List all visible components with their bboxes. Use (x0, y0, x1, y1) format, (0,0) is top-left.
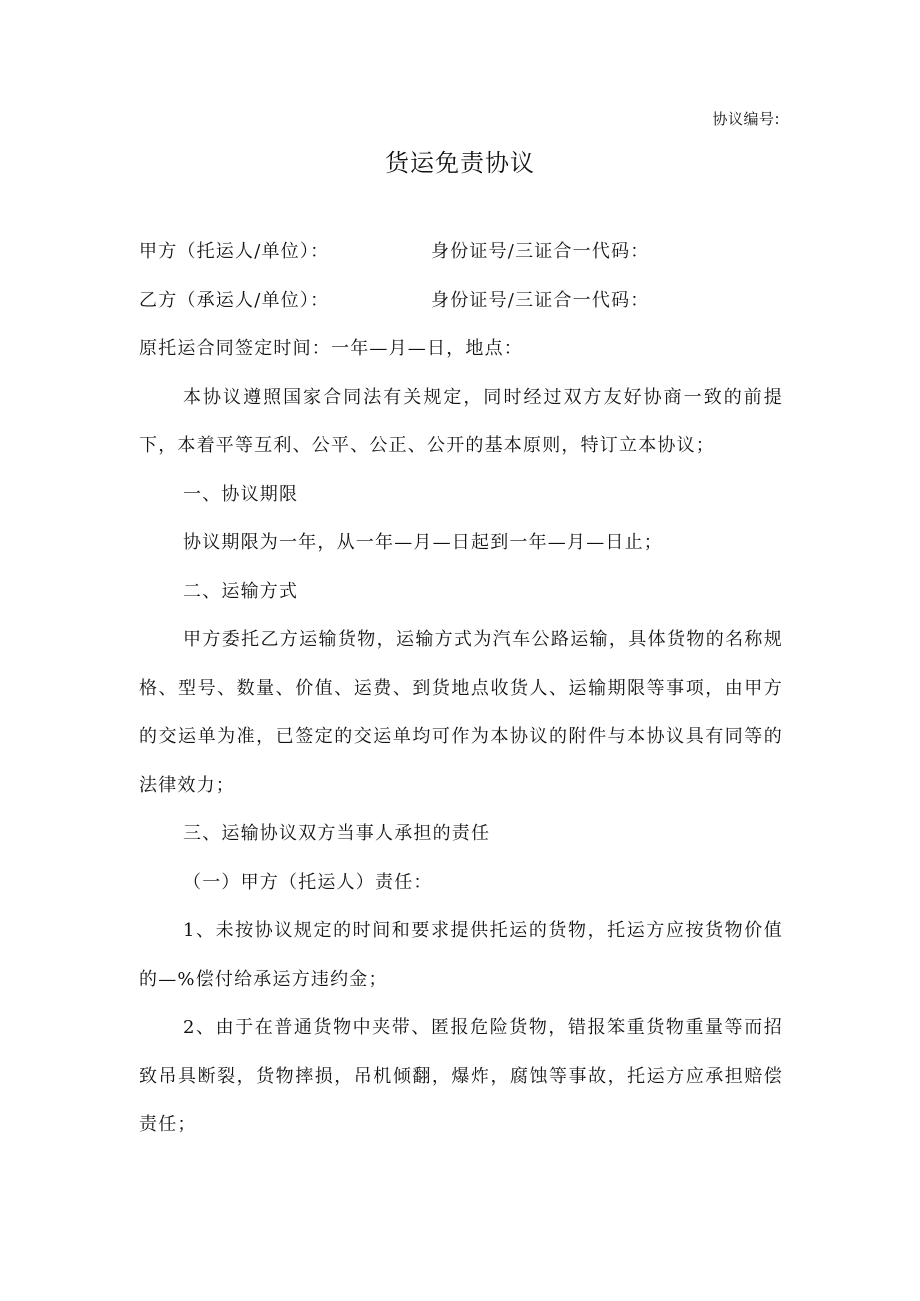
party-b-label: 乙方（承运人/单位）： (139, 289, 330, 311)
subsection1-heading: （一）甲方（托运人）责任： (183, 871, 433, 893)
party-b-id-label: 身份证号/三证合一代码： (431, 289, 650, 311)
document-title: 货运免责协议 (385, 149, 535, 177)
party-a-id-label: 身份证号/三证合一代码： (431, 241, 650, 262)
preamble-paragraph (139, 374, 783, 471)
section2-paragraph (139, 616, 783, 810)
item2-paragraph (139, 1004, 783, 1150)
section2-heading: 二、运输方式 (183, 580, 299, 602)
section2-text: 甲方委托乙方运输货物，运输方式为汽车公路运输，具体货物的名称规格、型号、数量、价值、运费、到货地点收货人、运输期限等事项，由甲方的交运单为准，已签定的交运单均可作为本协议的附件与本协议具有同等的法律效力； (139, 629, 783, 796)
item1-paragraph (139, 907, 783, 1004)
item1-text: 1、未按协议规定的时间和要求提供托运的货物，托运方应按货物价值的—%偿付给承运方违约金； (139, 920, 783, 990)
party-a-label: 甲方（托运人/单位）： (139, 241, 330, 262)
preamble-text: 本协议遵照国家合同法有关规定，同时经过双方友好协商一致的前提下，本着平等互利、公平、公正、公开的基本原则，特订立本协议； (139, 386, 783, 456)
section3-heading: 三、运输协议双方当事人承担的责任 (183, 823, 491, 844)
party-b-line (139, 277, 783, 326)
section1-heading: 一、协议期限 (183, 483, 299, 505)
original-contract-line: 原托运合同签定时间：一年—月—日，地点： (139, 338, 523, 359)
agreement-number-label: 协议编号: (712, 110, 780, 128)
section1-text: 协议期限为一年，从一年—月—日起到一年—月—日止； (183, 532, 663, 553)
party-a-line (139, 228, 783, 277)
item2-text: 2、由于在普通货物中夹带、匿报危险货物，错报笨重货物重量等而招致吊具断裂，货物摔损，吊机倾翻，爆炸，腐蚀等事故，托运方应承担赔偿责任； (139, 1017, 783, 1135)
document-body (139, 228, 783, 1150)
